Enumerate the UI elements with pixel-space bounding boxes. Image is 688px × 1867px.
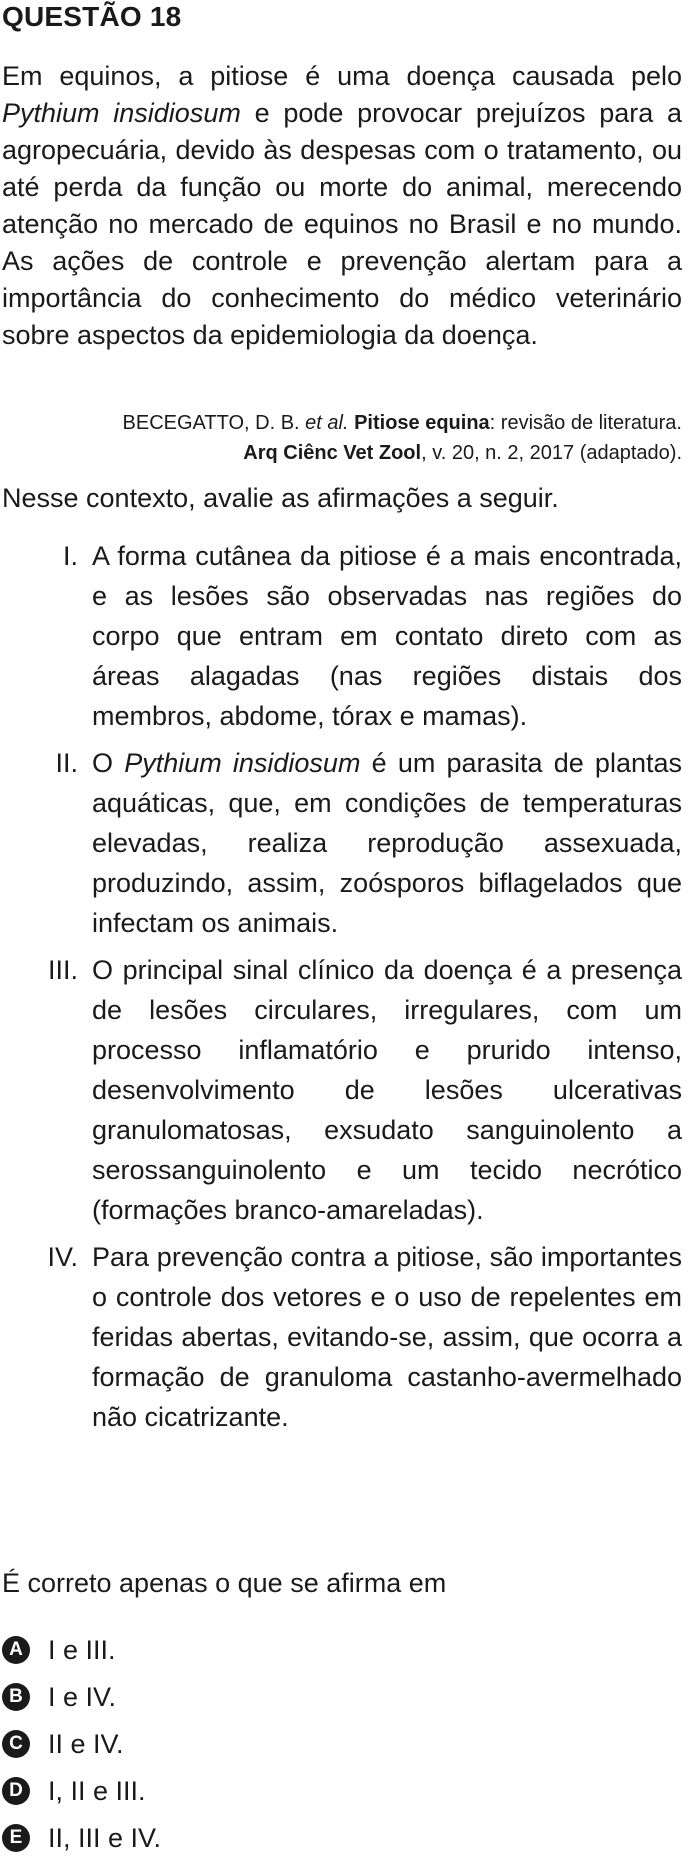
option-letter-badge: D bbox=[2, 1777, 30, 1805]
citation bbox=[62, 408, 682, 468]
statement-number: II. bbox=[55, 748, 78, 778]
statement-text: Para prevenção contra a pitiose, são importantes o controle dos vetores e o uso de repelentes em feridas abertas, evitando-se, assim, que ocorra a formação de granuloma castanho-avermelhado não cicatrizante. bbox=[92, 1242, 682, 1432]
citation-subtitle: : revisão de literatura. bbox=[489, 412, 682, 434]
option-e[interactable] bbox=[2, 1814, 161, 1861]
question-title: QUESTÃO 18 bbox=[2, 1, 182, 32]
statement-species-name: Pythium insidiosum bbox=[124, 748, 361, 778]
option-letter-badge: B bbox=[2, 1683, 30, 1711]
answer-options bbox=[2, 1626, 161, 1861]
statement-suffix: é um parasita de plantas aquáticas, que, em condições de temperaturas elevadas, realiza reprodução assexuada, produzindo, assim, zoósporos biflagelados que infectam os animais. bbox=[92, 748, 682, 938]
statement-item bbox=[0, 1237, 682, 1437]
citation-journal-details: , v. 20, n. 2, 2017 (adaptado). bbox=[421, 442, 682, 464]
statement-number: III. bbox=[47, 955, 78, 985]
option-text: II e IV. bbox=[48, 1728, 124, 1759]
statement-list bbox=[0, 536, 682, 1444]
statement-text: A forma cutânea da pitiose é a mais encontrada, e as lesões são observadas nas regiões do corpo que entram em contato direto com as áreas alagadas (nas regiões distais dos membros, abdome, tórax e mamas). bbox=[92, 541, 682, 731]
intro-species-name: Pythium insidiosum bbox=[2, 98, 241, 128]
option-letter-badge: C bbox=[2, 1730, 30, 1758]
option-letter-badge: E bbox=[2, 1824, 30, 1852]
statement-number: IV. bbox=[47, 1242, 78, 1272]
statement-item bbox=[0, 536, 682, 736]
statement-item bbox=[0, 743, 682, 943]
statement-number: I. bbox=[62, 541, 78, 571]
question-prompt: É correto apenas o que se afirma em bbox=[2, 1568, 447, 1598]
citation-etal: et al. bbox=[305, 412, 349, 434]
option-text: I, II e III. bbox=[48, 1775, 146, 1806]
statement-text: O principal sinal clínico da doença é a presença de lesões circulares, irregulares, com um processo inflamatório e prurido intenso, desenvolvimento de lesões ulcerativas granulomatosas, exsudato sanguinolento a serossanguinolento e um tecido necrótico (formações branco-amareladas). bbox=[92, 955, 682, 1225]
intro-text-start: Em equinos, a pitiose é uma doença causada pelo bbox=[2, 61, 682, 91]
option-letter-badge: A bbox=[2, 1636, 30, 1664]
option-text: II, III e IV. bbox=[48, 1822, 162, 1853]
context-sentence: Nesse contexto, avalie as afirmações a seguir. bbox=[2, 483, 559, 513]
option-text: I e IV. bbox=[48, 1681, 117, 1712]
option-text: I e III. bbox=[48, 1634, 116, 1665]
citation-journal: Arq Ciênc Vet Zool bbox=[243, 442, 422, 464]
statement-prefix: O bbox=[92, 748, 125, 778]
citation-title: Pitiose equina bbox=[354, 412, 490, 434]
intro-text-end: e pode provocar prejuízos para a agropecuária, devido às despesas com o tratamento, ou até perda da função ou morte do animal, merecendo atenção no mercado de equinos no Brasil e no mundo. As ações de controle e prevenção alertam para a importância do conhecimento do médico veterinário sobre aspectos da epidemiologia da doença. bbox=[2, 98, 682, 350]
option-d[interactable] bbox=[2, 1767, 161, 1814]
statement-item bbox=[0, 950, 682, 1230]
citation-authors: BECEGATTO, D. B. bbox=[122, 412, 306, 434]
option-b[interactable] bbox=[2, 1673, 161, 1720]
statement-text bbox=[92, 743, 682, 943]
option-c[interactable] bbox=[2, 1720, 161, 1767]
option-a[interactable] bbox=[2, 1626, 161, 1673]
intro-paragraph bbox=[2, 58, 682, 354]
